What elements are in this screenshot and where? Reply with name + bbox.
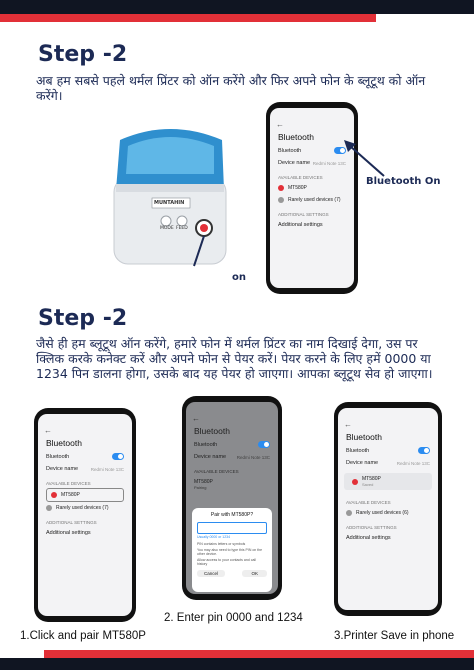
additional-settings-label: Additional settings: [278, 222, 323, 228]
step2-title: Step -2: [38, 306, 128, 331]
device-name-label: Device name: [46, 466, 79, 472]
device-item-printer[interactable]: [186, 476, 278, 493]
callout-arrow: [340, 138, 390, 180]
available-devices-header: AVAILABLE DEVICES: [46, 481, 91, 486]
additional-settings-label: Additional settings: [46, 530, 91, 536]
bluetooth-label: Bluetooth: [346, 447, 370, 454]
screen-title: Bluetooth: [278, 132, 314, 142]
ok-button[interactable]: OK: [242, 570, 267, 577]
printer-fragment-text: on: [232, 272, 246, 283]
dialog-actions: [197, 570, 267, 577]
additional-settings-label: Additional settings: [346, 535, 391, 541]
device-item-printer[interactable]: [46, 488, 124, 502]
phone-screen: [338, 408, 438, 610]
phone-bluetooth-on: [266, 102, 358, 294]
screen-title: Bluetooth: [194, 426, 230, 436]
phone-screen: [186, 402, 278, 594]
status-bar: [186, 402, 278, 412]
status-bar: [270, 108, 354, 118]
back-arrow-icon[interactable]: ←: [44, 426, 52, 435]
additional-settings-row[interactable]: [270, 219, 354, 231]
screen-title: Bluetooth: [346, 432, 382, 442]
device-item-rarely[interactable]: [38, 502, 132, 514]
bottom-bar-red: [44, 650, 474, 658]
phone-screen: [38, 414, 132, 616]
bottom-bar: [0, 650, 474, 670]
device-name-value: Redmi Note 13C: [396, 460, 430, 466]
available-devices-header: AVAILABLE DEVICES: [278, 175, 323, 180]
saved-device-text: [362, 476, 381, 487]
top-bar-red: [0, 14, 376, 22]
available-devices-header: AVAILABLE DEVICES: [194, 469, 239, 474]
caption-step-1: 1.Click and pair MT580P: [20, 630, 146, 642]
dialog-option-letters[interactable]: PIN contains letters or symbols: [197, 542, 246, 546]
saved-status: Saved: [362, 482, 374, 487]
additional-settings-header: ADDITIONAL SETTINGS: [46, 520, 97, 525]
pin-hint: Usually 0000 or 1234: [197, 535, 231, 539]
device-item-rarely[interactable]: [338, 507, 438, 519]
device-item-label: Rarely used devices (6): [356, 510, 409, 516]
dialog-option-contacts[interactable]: Allow access to your contacts and call history: [197, 558, 256, 566]
bluetooth-label: Bluetooth: [278, 147, 302, 154]
additional-settings-header: ADDITIONAL SETTINGS: [278, 212, 329, 217]
printer-icon: [278, 185, 284, 191]
device-name-row[interactable]: [338, 457, 438, 469]
device-name-value: Redmi Note 13C: [312, 160, 346, 166]
bluetooth-toggle[interactable]: [418, 447, 430, 454]
back-arrow-icon[interactable]: ←: [344, 420, 352, 429]
additional-settings-header: ADDITIONAL SETTINGS: [346, 525, 397, 530]
device-item-label: MT580P: [288, 185, 307, 191]
bluetooth-toggle-row[interactable]: [186, 438, 278, 451]
screen-title: Bluetooth: [46, 438, 82, 448]
pair-dialog: [192, 508, 272, 592]
device-name-row[interactable]: [186, 451, 278, 463]
printer-feed-label: FEED: [176, 226, 188, 231]
bluetooth-toggle-row[interactable]: [338, 444, 438, 457]
devices-icon: [278, 197, 284, 203]
printer-mode-label: MODE: [160, 226, 174, 231]
device-item-label: Rarely used devices (7): [288, 197, 341, 203]
device-name-label: Device name: [278, 160, 311, 166]
devices-icon: [46, 505, 52, 511]
bluetooth-toggle-row[interactable]: [38, 450, 132, 463]
bottom-bar-dark: [0, 658, 474, 670]
device-item-label: MT580P: [194, 479, 213, 485]
device-name-label: Device name: [346, 460, 379, 466]
thermal-printer-image: [106, 118, 234, 268]
saved-device-printer[interactable]: [344, 473, 432, 490]
dialog-title: Pair with MT580P?: [210, 512, 254, 518]
printer-icon: [51, 492, 57, 498]
device-name-row[interactable]: [38, 463, 132, 475]
caption-step-3: 3.Printer Save in phone: [334, 630, 455, 642]
pin-input[interactable]: [197, 522, 267, 534]
additional-settings-row[interactable]: [338, 532, 438, 544]
phone-screen: [270, 108, 354, 288]
device-item-label: Rarely used devices (7): [56, 505, 109, 511]
phone-click-pair: [34, 408, 136, 622]
step2-text: जैसे ही हम ब्लूटूथ ऑन करेंगे, हमारे फोन में थर्मल प्रिंटर का नाम दिखाई देगा, उस पर क्लिक करके कनेक्ट करें और अपने फोन से पेयर करें। पेयर करने के लिए हमें 0000 या 1234 पिन डालना होगा, उसके बाद यह पेयर हो जाएगा। आपका ब्लूटूथ सेव हो जाएगा।: [36, 336, 433, 381]
device-item-label: MT580P: [61, 492, 80, 498]
device-name-value: Redmi Note 13C: [236, 454, 270, 460]
additional-settings-row[interactable]: [38, 527, 132, 539]
caption-step-2: 2. Enter pin 0000 and 1234: [164, 612, 303, 624]
step1-title: Step -2: [38, 42, 128, 67]
cancel-button[interactable]: Cancel: [197, 570, 225, 577]
device-name-value: Redmi Note 13C: [90, 466, 124, 472]
device-item-rarely[interactable]: [270, 194, 354, 206]
step1-text: अब हम सबसे पहले थर्मल प्रिंटर को ऑन करेंगे और फिर अपने फोन के ब्लूटूथ को ऑन करेंगे।: [36, 73, 426, 103]
bluetooth-on-callout: Bluetooth On: [366, 176, 441, 187]
phone-enter-pin: [182, 396, 282, 600]
back-arrow-icon[interactable]: ←: [276, 120, 284, 129]
printer-brand-label: MUNTAHIN: [154, 200, 185, 206]
device-name-label: Device name: [194, 454, 227, 460]
bluetooth-label: Bluetooth: [194, 441, 218, 448]
pairing-status: Pairing: [194, 485, 207, 490]
device-item-printer[interactable]: [270, 182, 354, 194]
dialog-option-note: You may also need to type this PIN on the other device.: [197, 548, 263, 556]
status-bar: [338, 408, 438, 418]
devices-icon: [346, 510, 352, 516]
phone-printer-saved: [334, 402, 442, 616]
bluetooth-toggle[interactable]: [112, 453, 124, 460]
bluetooth-toggle[interactable]: [258, 441, 270, 448]
status-bar: [38, 414, 132, 424]
available-devices-header: AVAILABLE DEVICES: [346, 500, 391, 505]
bluetooth-label: Bluetooth: [46, 453, 70, 460]
back-arrow-icon[interactable]: ←: [192, 414, 200, 423]
printer-icon: [352, 479, 358, 485]
device-item-label: MT580P: [362, 476, 381, 482]
top-bar-dark: [0, 0, 474, 14]
top-bar: [0, 0, 474, 22]
